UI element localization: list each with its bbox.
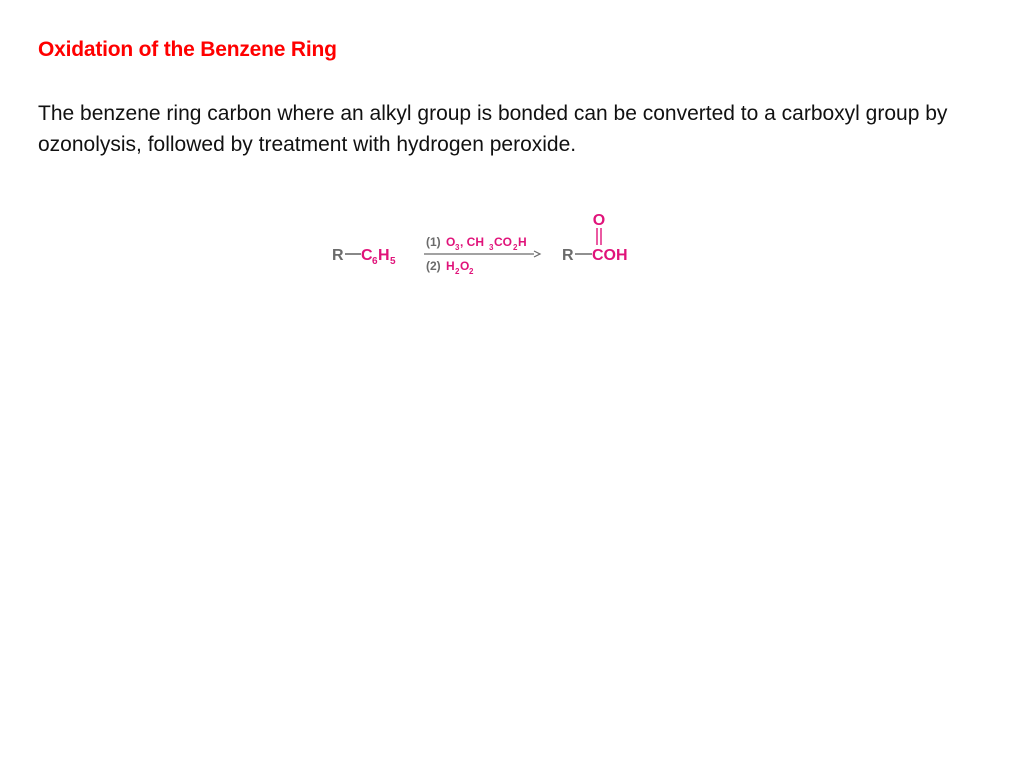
product-r-label: R <box>562 247 574 264</box>
step1-acetic-ch-subscript: 3 <box>489 243 494 252</box>
reaction-scheme <box>320 200 660 290</box>
slide-title: Oxidation of the Benzene Ring <box>38 38 337 61</box>
slide-body-text: The benzene ring carbon where an alkyl group is bonded can be converted to a carboxyl group by ozonolysis, followed by treatment with hydrogen peroxide. <box>38 102 948 156</box>
step2-oxygen-subscript: 2 <box>469 267 474 276</box>
step1-acetic-ch: , CH <box>460 235 484 249</box>
reactant <box>332 247 396 267</box>
step1-ozone: O <box>446 235 456 249</box>
step2-oxygen: O <box>460 259 470 273</box>
reactant-c-label: C <box>361 247 373 264</box>
step1-acetic-co-subscript: 2 <box>513 243 518 252</box>
arrow-head <box>534 251 540 257</box>
step1-acetic-co: CO <box>494 235 512 249</box>
reaction-arrow <box>424 251 540 257</box>
carbonyl-oxygen-label: O <box>592 212 606 229</box>
reagents-step-2 <box>426 259 474 276</box>
product-cooh-label: COH <box>592 247 628 264</box>
step2-hydrogen: H <box>446 259 455 273</box>
reactant-c-subscript: 6 <box>372 256 378 267</box>
product <box>562 212 628 264</box>
reactant-h-subscript: 5 <box>390 256 396 267</box>
step1-acetic-h: H <box>518 235 527 249</box>
step1-ozone-subscript: 3 <box>455 243 460 252</box>
reactant-r-label: R <box>332 247 344 264</box>
reactant-h-label: H <box>378 247 390 264</box>
step1-number: (1) <box>426 235 441 249</box>
reaction-svg <box>320 200 660 290</box>
step2-number: (2) <box>426 259 441 273</box>
reagents-step-1 <box>426 235 527 252</box>
step2-hydrogen-subscript: 2 <box>455 267 460 276</box>
